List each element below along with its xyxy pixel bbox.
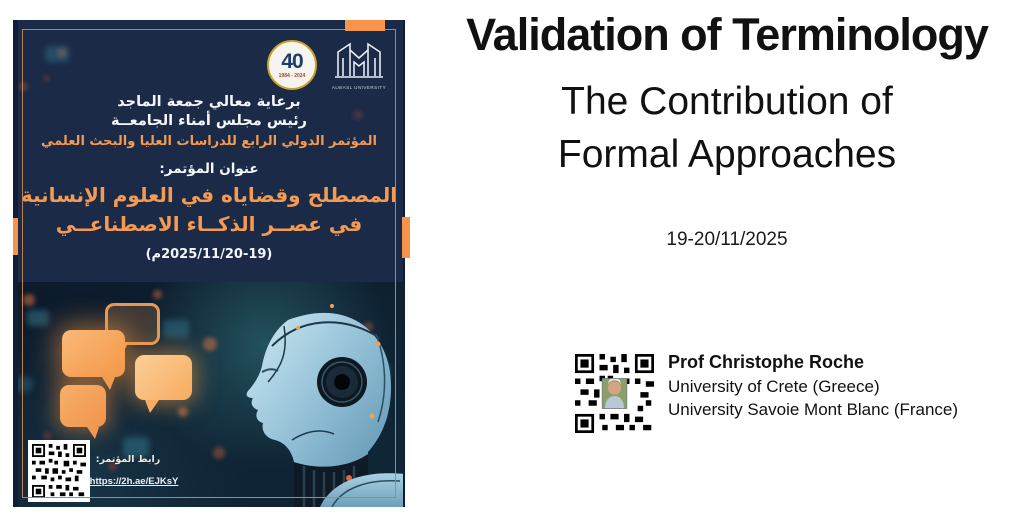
conference-link[interactable]: https://2h.ae/EJKsY bbox=[89, 476, 179, 487]
slide-title: Validation of Terminology bbox=[466, 9, 988, 60]
anniversary-40-badge bbox=[267, 40, 317, 90]
speaker-affiliation-2: University Savoie Mont Blanc (France) bbox=[668, 400, 959, 419]
speaker-name: Prof Christophe Roche bbox=[668, 352, 865, 372]
bokeh-dot bbox=[43, 75, 50, 82]
conference-title-label: عنوان المؤتمر: bbox=[159, 161, 259, 177]
conference-dates: (م2025/11/20-19) bbox=[145, 247, 273, 262]
patronage-line-1: برعاية معالي جمعة الماجد bbox=[117, 94, 301, 110]
bokeh-square bbox=[45, 46, 69, 62]
poster-right-orange-accent bbox=[402, 217, 410, 258]
speaker-qr-code bbox=[575, 354, 654, 433]
badge-number: 40 bbox=[281, 50, 303, 73]
slide-subtitle-line-1: The Contribution of bbox=[561, 80, 893, 123]
patronage-line-2: رئيس مجلس أمناء الجامعــة bbox=[110, 113, 308, 129]
poster-top-orange-accent bbox=[345, 20, 385, 31]
university-logo-caption: ALWASL UNIVERSITY bbox=[331, 85, 387, 90]
poster-left-orange-accent bbox=[13, 218, 18, 255]
badge-years: 1984 - 2024 bbox=[278, 73, 306, 79]
logo-row bbox=[267, 36, 395, 94]
conference-name: المؤتمر الدولي الرابع للدراسات العليا والبحث العلمي bbox=[41, 134, 377, 149]
conference-title-line-1: المصطلح وقضاياه في العلوم الإنسانية bbox=[20, 183, 398, 207]
conference-title-line-2: في عصــر الذكــاء الاصطناعــي bbox=[55, 212, 363, 236]
speech-bubble-filled-1 bbox=[62, 330, 125, 377]
bokeh-dot bbox=[19, 82, 28, 91]
bokeh-dot bbox=[178, 407, 188, 417]
bokeh-dot bbox=[213, 447, 225, 459]
bokeh-dot bbox=[43, 432, 51, 440]
speech-bubble-filled-3 bbox=[60, 385, 106, 427]
bokeh-dot bbox=[203, 337, 217, 351]
speech-bubble-tail bbox=[145, 400, 159, 413]
bokeh-dot bbox=[23, 294, 35, 306]
slide-date: 19-20/11/2025 bbox=[666, 229, 788, 250]
speaker-affiliation-1: University of Crete (Greece) bbox=[668, 377, 880, 396]
speech-bubble-filled-2 bbox=[135, 355, 192, 400]
bokeh-dot bbox=[153, 290, 162, 299]
ai-robot-illustration bbox=[13, 282, 405, 507]
conference-poster bbox=[13, 20, 405, 507]
poster-left-stripe bbox=[13, 20, 18, 507]
qr-pattern bbox=[575, 354, 654, 433]
alwasl-university-logo bbox=[323, 36, 395, 94]
bokeh-square bbox=[27, 310, 49, 326]
robot-head-icon bbox=[228, 282, 405, 507]
conference-qr-code bbox=[28, 440, 90, 502]
conference-link-label: رابط المؤتمر: bbox=[95, 454, 161, 465]
poster-right-stripe bbox=[403, 20, 405, 507]
qr-pattern bbox=[32, 444, 86, 498]
slide-content bbox=[430, 0, 1024, 519]
speaker-photo bbox=[602, 378, 627, 409]
slide-subtitle-line-2: Formal Approaches bbox=[557, 133, 897, 176]
university-logo-icon bbox=[330, 36, 388, 84]
bokeh-square bbox=[163, 320, 189, 338]
speech-bubble-tail bbox=[87, 427, 99, 439]
